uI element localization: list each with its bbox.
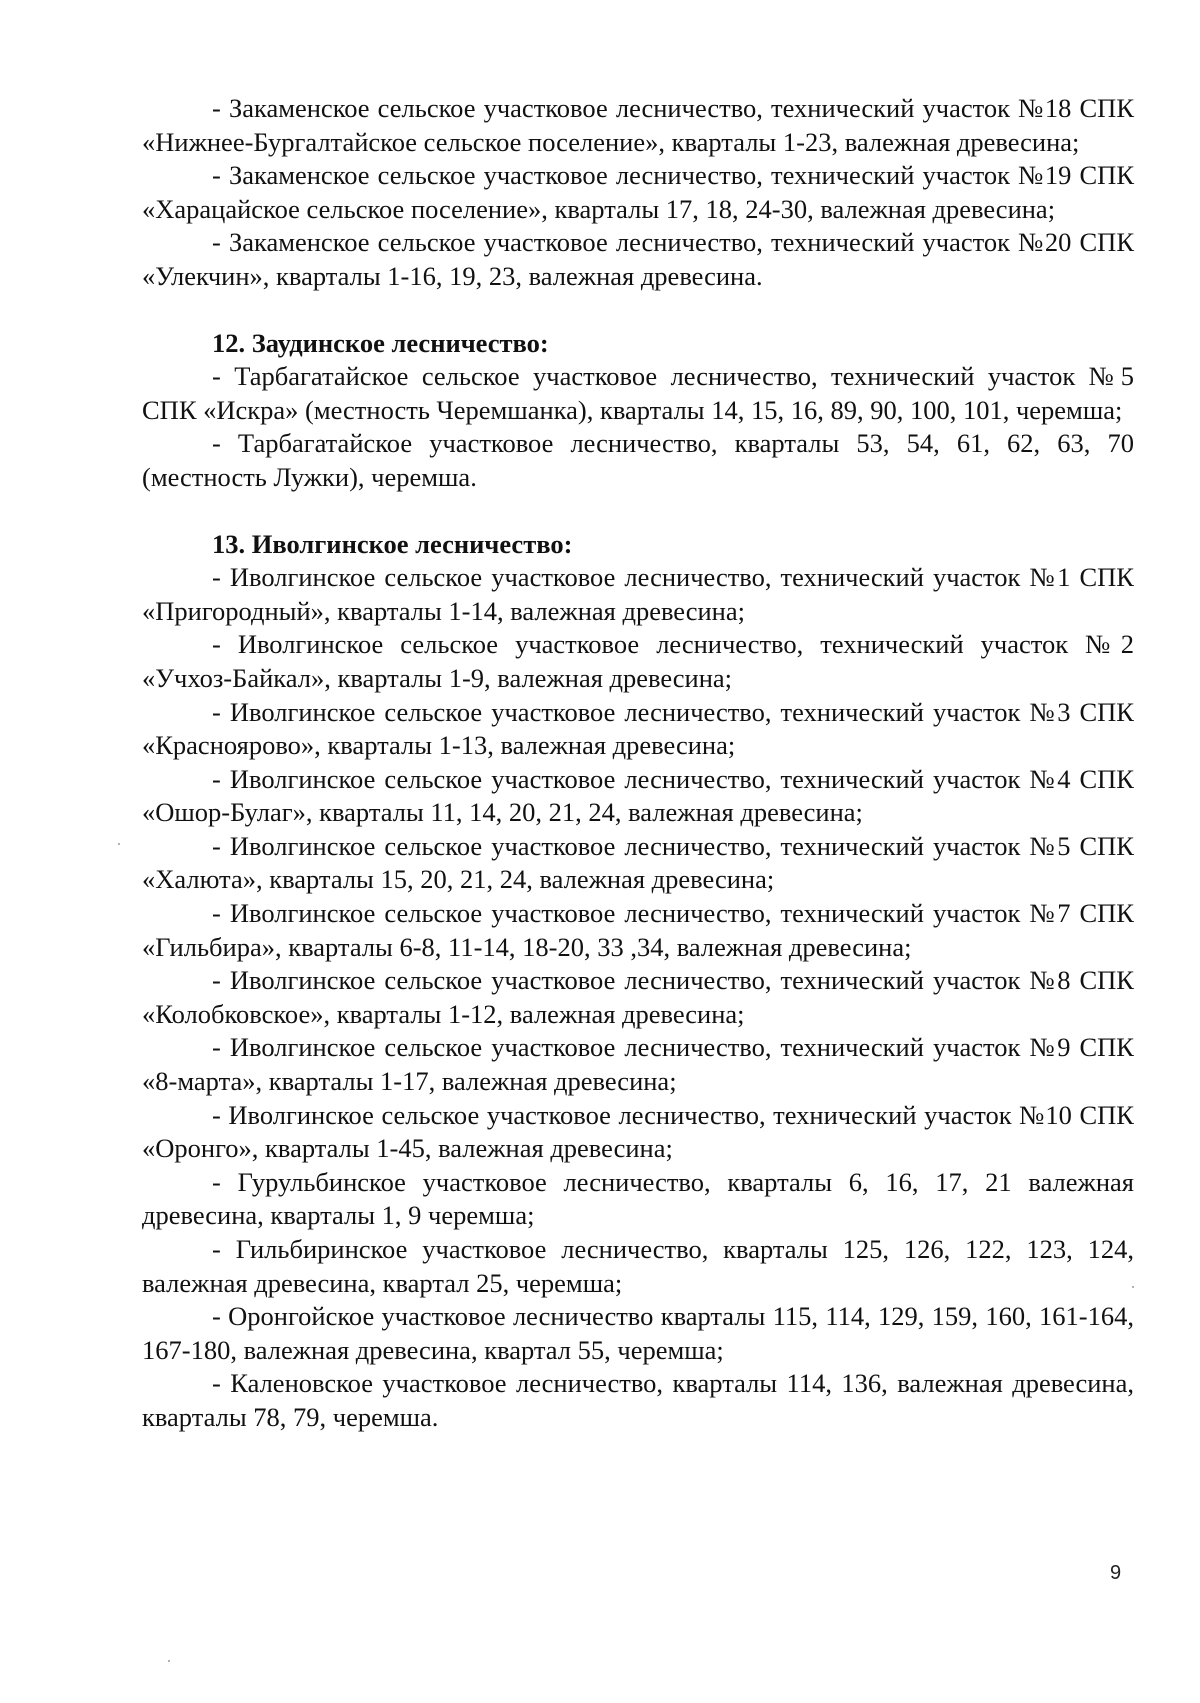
list-item: - Закаменское сельское участковое лесничество, технический участок №19 СПК «Харацайское сельское поселение», кварталы 17, 18, 24-30, валежная древесина; (142, 160, 1134, 224)
intro-list (142, 92, 1134, 294)
list-item: - Гурульбинское участковое лесничество, кварталы 6, 16, 17, 21 валежная древесина, кварталы 1, 9 черемша; (142, 1166, 1134, 1231)
scan-speck (168, 1660, 170, 1662)
list-item: - Иволгинское сельское участковое лесничество, технический участок №7 СПК «Гильбира», кварталы 6-8, 11-14, 18-20, 33 ,34, валежная древесина; (142, 898, 1134, 962)
list-item: - Тарбагатайское участковое лесничество, кварталы 53, 54, 61, 62, 63, 70 (местность Лужки), черемша. (142, 428, 1134, 492)
list-item: - Иволгинское сельское участковое лесничество, технический участок №9 СПК «8-марта», кварталы 1-17, валежная древесина; (142, 1032, 1134, 1097)
list-item: - Оронгойское участковое лесничество кварталы 115, 114, 129, 159, 160, 161-164, 167-180, валежная древесина, квартал 55, черемша; (142, 1301, 1134, 1365)
list-item: - Иволгинское сельское участковое лесничество, технический участок №4 СПК «Ошор-Булаг», кварталы 11, 14, 20, 21, 24, валежная древесина; (142, 763, 1134, 828)
scan-speck (1132, 1286, 1134, 1288)
list-item: - Закаменское сельское участковое лесничество, технический участок №18 СПК «Нижнее-Бургалтайское сельское поселение», кварталы 1-23, валежная древесина; (142, 93, 1134, 157)
section-ivolginskoe (142, 528, 1134, 1435)
list-item: - Закаменское сельское участковое лесничество, технический участок №20 СПК «Улекчин», кварталы 1-16, 19, 23, валежная древесина. (142, 227, 1134, 291)
section-zaudinskoe (142, 327, 1134, 495)
document-body (142, 92, 1134, 1435)
list-item: - Иволгинское сельское участковое лесничество, технический участок №10 СПК «Оронго», кварталы 1-45, валежная древесина; (142, 1099, 1134, 1164)
list-item: - Гильбиринское участковое лесничество, кварталы 125, 126, 122, 123, 124, валежная древесина, квартал 25, черемша; (142, 1234, 1134, 1298)
list-item: - Иволгинское сельское участковое лесничество, технический участок №5 СПК «Халюта», кварталы 15, 20, 21, 24, валежная древесина; (142, 830, 1134, 895)
list-item: - Иволгинское сельское участковое лесничество, технический участок №2 «Учхоз-Байкал», кварталы 1-9, валежная древесина; (142, 629, 1134, 693)
list-item: - Каленовское участковое лесничество, кварталы 114, 136, валежная древесина, кварталы 78, 79, черемша. (142, 1368, 1134, 1432)
page-number: 9 (1110, 1562, 1122, 1584)
list-item: - Тарбагатайское сельское участковое лесничество, технический участок №5 СПК «Искра» (местность Черемшанка), кварталы 14, 15, 16, 89, 90, 100, 101, черемша; (142, 361, 1134, 425)
section-heading: 12. Заудинское лесничество: (212, 327, 549, 358)
list-item: - Иволгинское сельское участковое лесничество, технический участок №8 СПК «Колобковское», кварталы 1-12, валежная древесина; (142, 965, 1134, 1029)
list-item: - Иволгинское сельское участковое лесничество, технический участок №3 СПК «Красноярово», кварталы 1-13, валежная древесина; (142, 696, 1134, 761)
list-item: - Иволгинское сельское участковое лесничество, технический участок №1 СПК «Пригородный», кварталы 1-14, валежная древесина; (142, 562, 1134, 626)
scan-speck (118, 843, 120, 845)
section-heading: 13. Иволгинское лесничество: (212, 528, 573, 559)
